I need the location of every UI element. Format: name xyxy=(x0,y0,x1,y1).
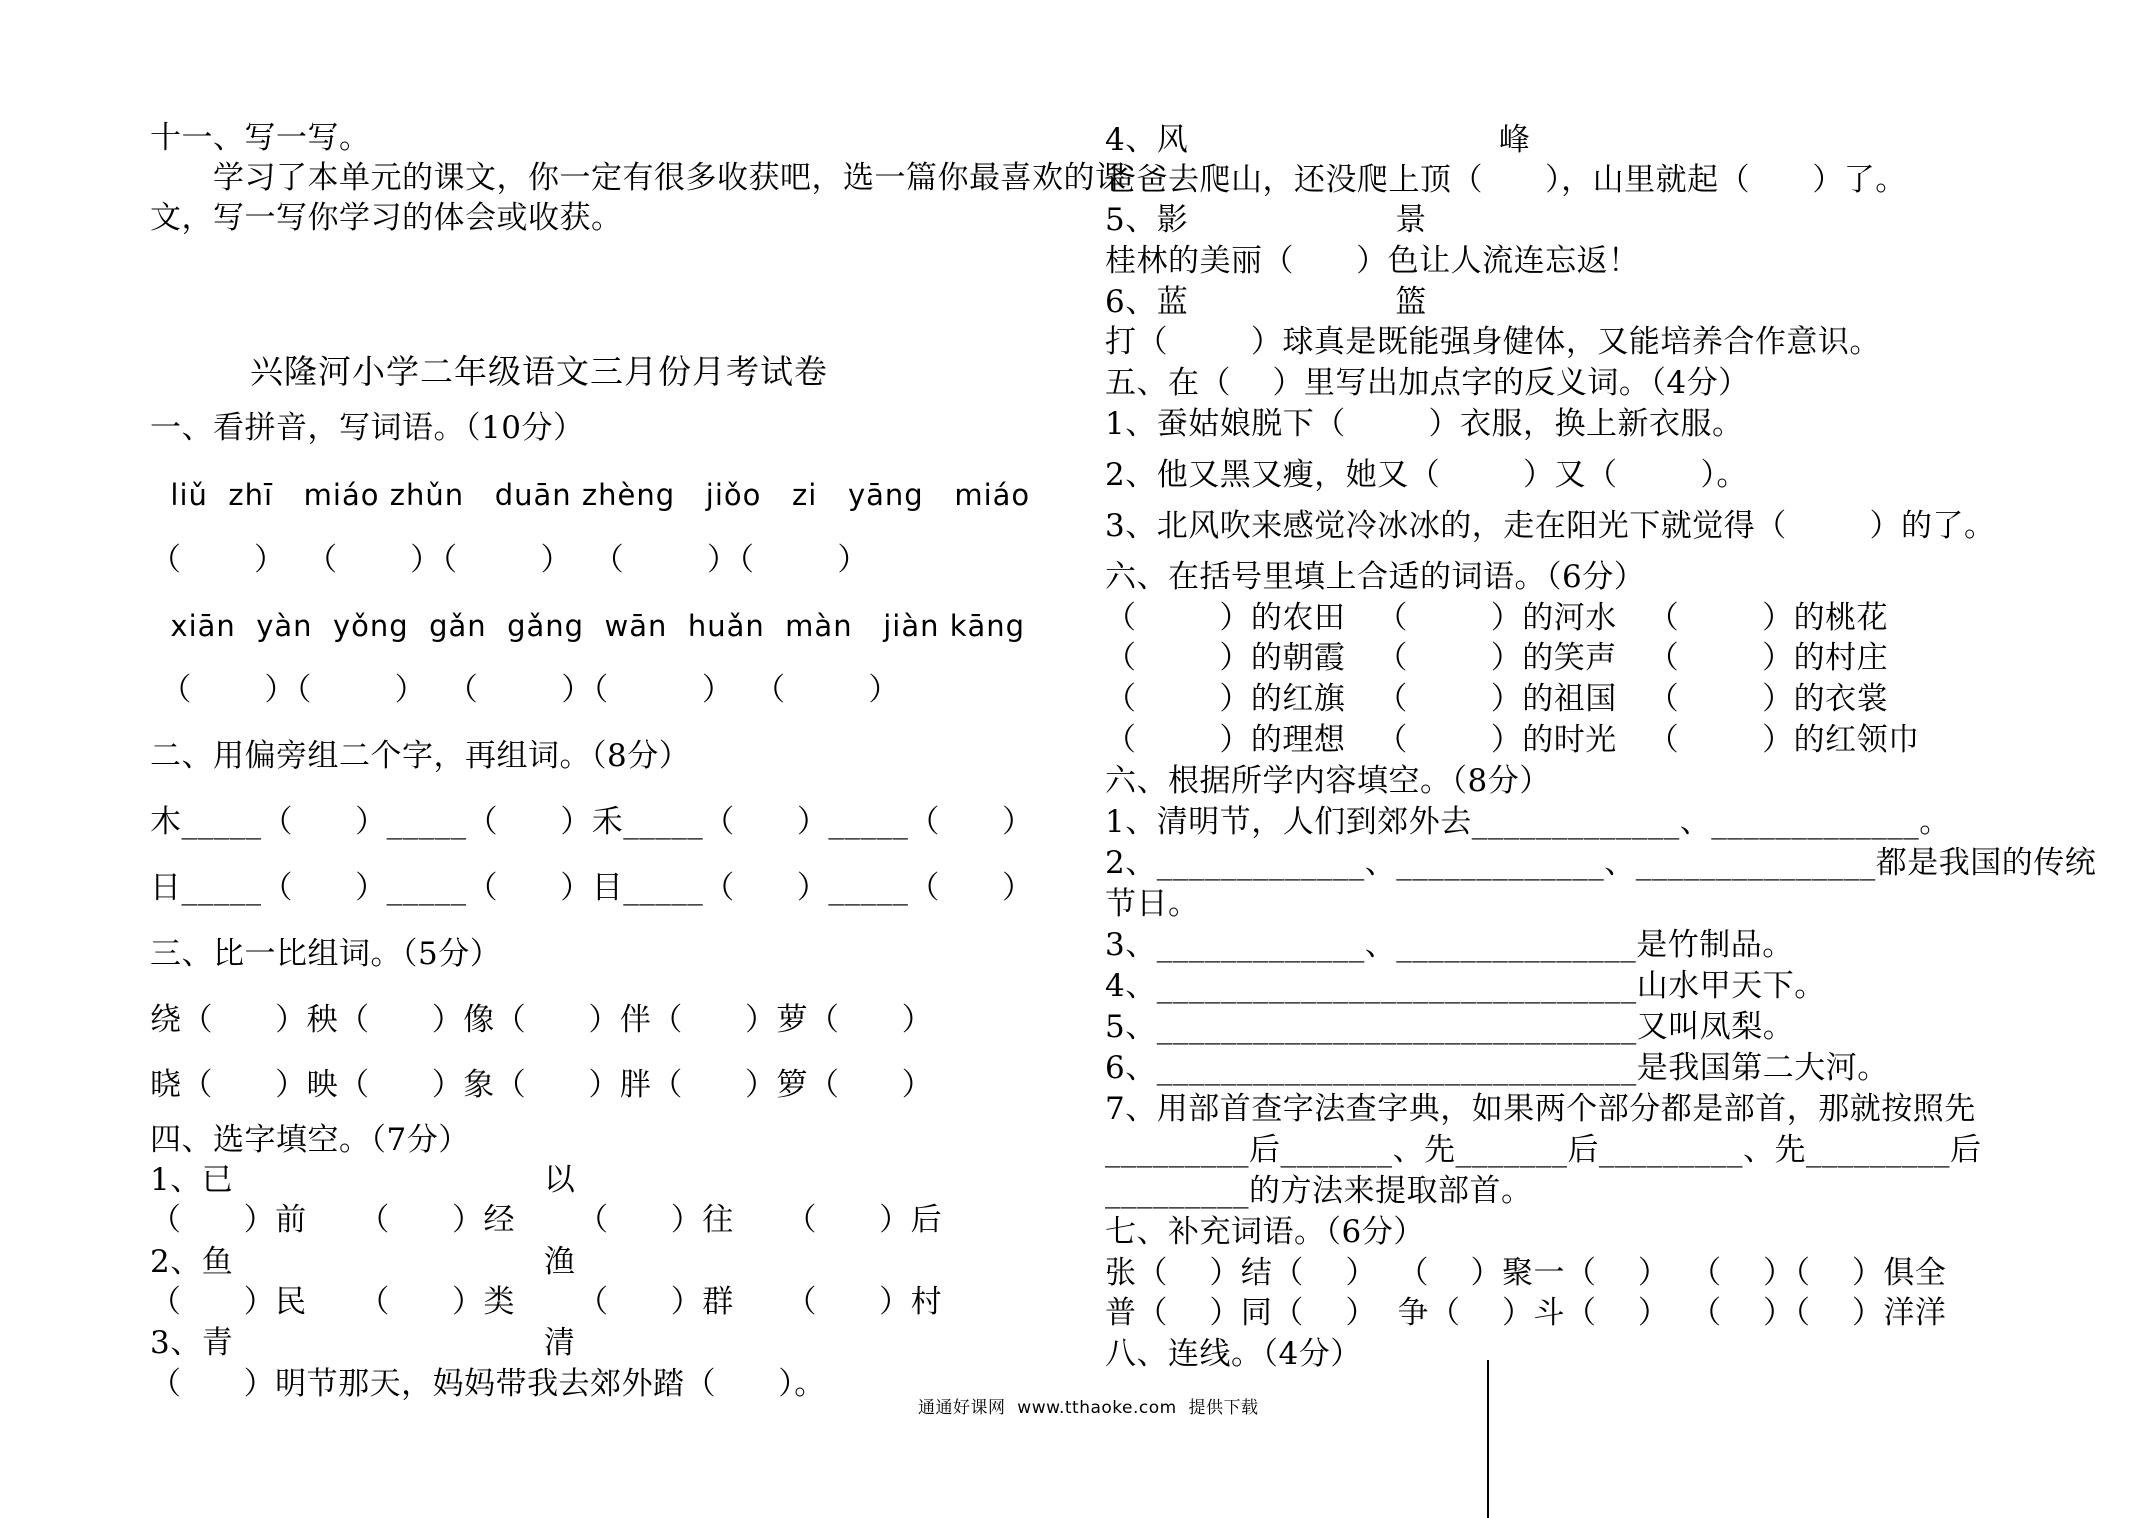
section-4-item-3-blanks: （ ）明节那天，妈妈带我去郊外踏（ ）。 xyxy=(150,1366,826,1402)
section-11-text-line1: 学习了本单元的课文，你一定有很多收获吧，选一篇你最喜欢的课 xyxy=(150,160,1127,196)
section-5-item-1: 1、蚕姑娘脱下（ ）衣服，换上新衣服。 xyxy=(1105,406,1744,442)
section-2-title: 二、用偏旁组二个字，再组词。（8分） xyxy=(150,738,691,774)
section-6b-item-7: 7、用部首查字法查字典，如果两个部分都是部首，那就按照先 xyxy=(1105,1091,1976,1127)
section-4-item-2: 2、鱼 渔 xyxy=(150,1244,576,1280)
section-6b-item-6: 6、______________________________是我国第二大河。 xyxy=(1105,1050,1889,1086)
section-2-row-1: 木_____（ ）_____（ ）禾_____（ ）_____（ ） xyxy=(150,804,1034,840)
section-6-title: 六、在括号里填上合适的词语。（6分） xyxy=(1105,559,1646,595)
section-4-item-1-blanks: （ ）前 （ ）经 （ ）往 （ ）后 xyxy=(150,1202,943,1238)
section-4-item-4: 4、风 峰 xyxy=(1105,122,1531,158)
section-5-title: 五、在（ ）里写出加点字的反义词。（4分） xyxy=(1105,365,1750,401)
section-6b-item-2-cont: 节日。 xyxy=(1105,886,1200,922)
section-4-item-4-sentence: 爸爸去爬山，还没爬上顶（ ），山里就起（ ）了。 xyxy=(1105,162,1907,198)
section-6b-item-7-line2: _________后_______、先_______后_________、先_________后 xyxy=(1105,1132,1982,1168)
section-5-item-2: 2、他又黑又瘦，她又（ ）又（ ）。 xyxy=(1105,457,1748,493)
section-6b-item-3: 3、_____________、_______________是竹制品。 xyxy=(1105,927,1794,963)
section-6-row-2: （ ）的朝霞 （ ）的笑声 （ ）的村庄 xyxy=(1105,640,1889,676)
section-4-item-6-sentence: 打（ ）球真是既能强身健体，又能培养合作意识。 xyxy=(1105,324,1881,360)
section-11-text-line2: 文，写一写你学习的体会或收获。 xyxy=(150,200,623,236)
section-6b-item-7-line3: _________的方法来提取部首。 xyxy=(1105,1173,1533,1209)
section-6b-item-1: 1、清明节，人们到郊外去_____________、_____________。 xyxy=(1105,804,1951,840)
pinyin-row-2: xiān yàn yǒng gǎn gǎng wān huǎn màn jiàn kāng xyxy=(150,609,1026,643)
exam-title: 兴隆河小学二年级语文三月份月考试卷 xyxy=(250,352,828,391)
section-3-row-2: 晓（ ）映（ ）象（ ）胖（ ）箩（ ） xyxy=(150,1067,934,1103)
section-4-item-3: 3、青 清 xyxy=(150,1325,576,1361)
section-4-item-1: 1、已 以 xyxy=(150,1162,576,1198)
section-3-row-1: 绕（ ）秧（ ）像（ ）伴（ ）萝（ ） xyxy=(150,1002,934,1038)
section-4-item-6: 6、蓝 篮 xyxy=(1105,284,1427,320)
section-6-row-4: （ ）的理想 （ ）的时光 （ ）的红领巾 xyxy=(1105,722,1920,758)
section-4-item-5-sentence: 桂林的美丽（ ）色让人流连忘返！ xyxy=(1105,243,1640,279)
section-4-item-5: 5、影 景 xyxy=(1105,202,1427,238)
section-3-title: 三、比一比组词。（5分） xyxy=(150,936,502,972)
footer-credit: 通通好课网 www.tthaoke.com 提供下载 xyxy=(918,1398,1259,1418)
section-5-item-3: 3、北风吹来感觉冷冰冰的，走在阳光下就觉得（ ）的了。 xyxy=(1105,508,1996,544)
section-2-row-2: 日_____（ ）_____（ ）目_____（ ）_____（ ） xyxy=(150,870,1034,906)
section-11-title: 十一、写一写。 xyxy=(150,120,371,156)
section-7-row-2: 普（ ）同（ ） 争（ ）斗（ ） （ ）（ ）洋洋 xyxy=(1105,1295,1947,1331)
section-6-row-3: （ ）的红旗 （ ）的祖国 （ ）的衣裳 xyxy=(1105,681,1889,717)
section-4-item-2-blanks: （ ）民 （ ）类 （ ）群 （ ）村 xyxy=(150,1284,943,1320)
answer-brackets-row-1: （ ） （ ）（ ） （ ）（ ） xyxy=(150,542,869,578)
vertical-divider xyxy=(1487,1360,1489,1518)
section-8-title: 八、连线。（4分） xyxy=(1105,1336,1362,1372)
section-1-title: 一、看拼音，写词语。（10分） xyxy=(150,410,585,446)
section-7-row-1: 张（ ）结（ ） （ ）聚一（ ） （ ）（ ）俱全 xyxy=(1105,1255,1947,1291)
section-6b-item-4: 4、______________________________山水甲天下。 xyxy=(1105,968,1826,1004)
section-6b-item-5: 5、______________________________又叫凤梨。 xyxy=(1105,1009,1795,1045)
section-4-title: 四、选字填空。（7分） xyxy=(150,1122,470,1158)
section-6b-item-2: 2、_____________、_____________、_______________都是我国的传统 xyxy=(1105,845,2097,881)
section-6b-title: 六、根据所学内容填空。（8分） xyxy=(1105,763,1551,799)
answer-brackets-row-2: （ ）（ ） （ ）（ ） （ ） xyxy=(150,672,900,708)
section-7-title: 七、补充词语。（6分） xyxy=(1105,1214,1425,1250)
pinyin-row-1: liǔ zhī miáo zhǔn duān zhèng jiǒo zi yāng miáo xyxy=(150,478,1031,512)
section-6-row-1: （ ）的农田 （ ）的河水 （ ）的桃花 xyxy=(1105,600,1889,636)
